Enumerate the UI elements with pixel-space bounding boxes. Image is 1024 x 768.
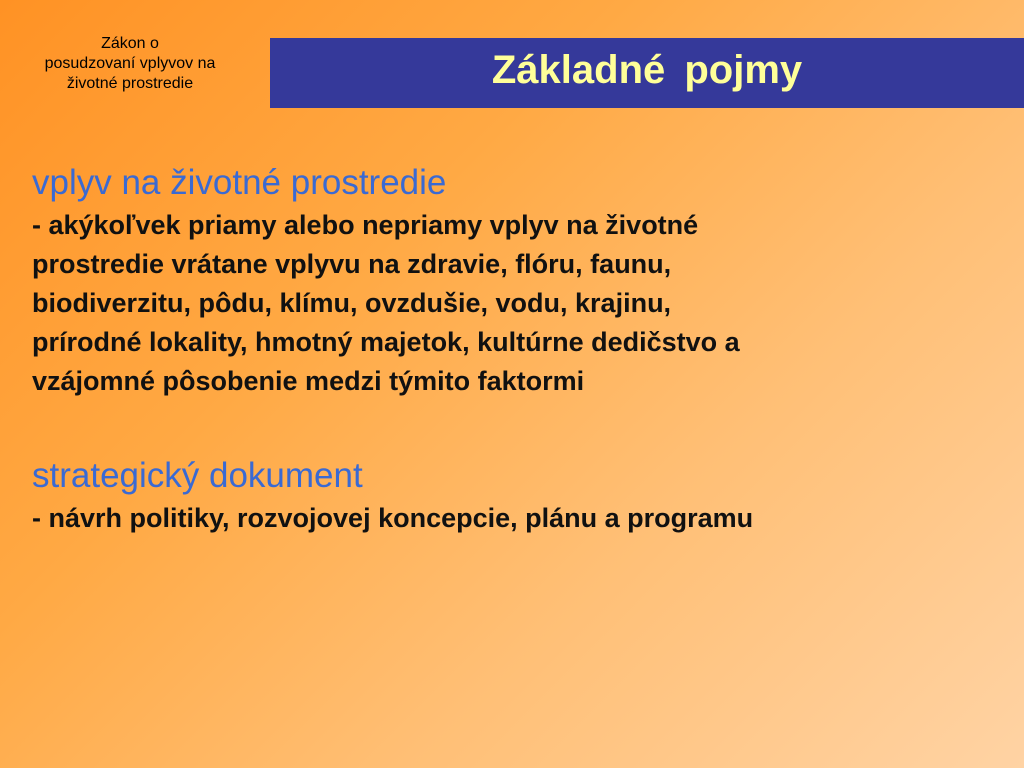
term-heading: strategický dokument bbox=[32, 456, 363, 495]
term-definition bbox=[32, 499, 992, 538]
definition-line: prostredie vrátane vplyvu na zdravie, flóru, faunu, bbox=[32, 249, 672, 279]
subtitle-line: Zákon o bbox=[101, 35, 159, 52]
slide-title: Základné pojmy bbox=[491, 48, 803, 92]
slide-content bbox=[32, 160, 992, 538]
definition-line: vzájomné pôsobenie medzi týmito faktormi bbox=[32, 366, 585, 396]
definition-line: - návrh politiky, rozvojovej koncepcie, plánu a programu bbox=[32, 503, 754, 533]
term-heading: vplyv na životné prostredie bbox=[32, 163, 447, 202]
definition-line: biodiverzitu, pôdu, klímu, ovzdušie, vodu, krajinu, bbox=[32, 288, 672, 318]
spacer bbox=[32, 401, 992, 453]
term-definition bbox=[32, 206, 992, 401]
definition-line: prírodné lokality, hmotný majetok, kultúrne dedičstvo a bbox=[32, 327, 740, 357]
definition-line: - akýkoľvek priamy alebo nepriamy vplyv na životné bbox=[32, 210, 699, 240]
slide-subtitle-law bbox=[0, 34, 260, 94]
title-bar bbox=[270, 38, 1024, 108]
term-block bbox=[32, 453, 992, 538]
term-block bbox=[32, 160, 992, 401]
subtitle-line: posudzovaní vplyvov na bbox=[44, 55, 216, 72]
subtitle-line: životné prostredie bbox=[66, 75, 194, 92]
